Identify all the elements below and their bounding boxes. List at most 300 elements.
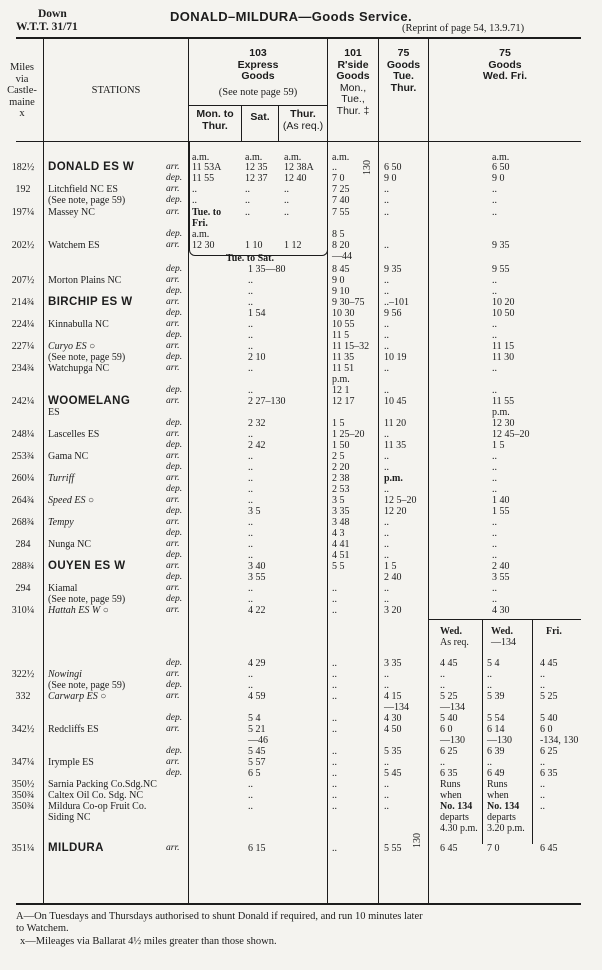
- cell-e: ..: [384, 550, 389, 561]
- cell-e: 9 56: [384, 308, 402, 319]
- cell-s: Kinnabulla NC: [48, 319, 109, 330]
- cell-a2: ..: [248, 495, 253, 506]
- cell-h3: ..: [540, 669, 545, 680]
- reprint-note: (Reprint of page 54, 13.9.71): [402, 23, 525, 34]
- cell-m: 242¼: [11, 396, 35, 407]
- cell-ad: arr.: [166, 561, 180, 571]
- cell-ad: arr.: [166, 539, 180, 549]
- cell-h3: 6 0: [540, 724, 553, 735]
- footnote-x: x—Mileages via Ballarat 4½ miles greater than those shown.: [20, 936, 277, 947]
- cell-h: 1 5: [492, 440, 505, 451]
- cell-g: —130: [487, 735, 512, 746]
- cell-a2: ..: [248, 341, 253, 352]
- cell-f: ..: [440, 669, 445, 680]
- cell-ad: arr.: [166, 341, 180, 351]
- table-row: [0, 680, 602, 691]
- cell-e: ..: [384, 790, 389, 801]
- cell-s: (See note, page 59): [48, 680, 126, 691]
- cell-m: 350¾: [11, 790, 35, 801]
- table-row: [0, 583, 602, 594]
- cell-dd: ..: [332, 779, 337, 790]
- cell-g: No. 134: [487, 801, 520, 812]
- cell-dd: ..: [332, 658, 337, 669]
- table-row: [0, 594, 602, 605]
- cell-f: 4.30 p.m.: [440, 823, 478, 834]
- cell-e: 11 20: [384, 418, 407, 429]
- table-row: [0, 713, 602, 724]
- cell-ad: dep.: [166, 658, 183, 668]
- cell-a2: ..: [248, 286, 253, 297]
- cell-h: ..: [492, 550, 497, 561]
- cell-e: 2 40: [384, 572, 402, 583]
- cell-c: 12 38A: [284, 162, 314, 173]
- cell-e: ..: [384, 207, 389, 218]
- table-row: [0, 251, 602, 262]
- cell-f: 6 25: [440, 746, 458, 757]
- cell-ad: arr.: [166, 162, 180, 172]
- table-row: [0, 605, 602, 616]
- table-row: [0, 495, 602, 506]
- cell-dd: ..: [332, 746, 337, 757]
- cell-f: —134: [440, 702, 465, 713]
- cell-dd: 10 30: [332, 308, 355, 319]
- cell-s: Sarnia Packing Co.Sdg.NC: [48, 779, 157, 790]
- cell-dd: 7 55: [332, 207, 350, 218]
- cell-f: when: [440, 790, 462, 801]
- table-row: [0, 451, 602, 462]
- cell-a2: ..: [248, 550, 253, 561]
- cell-c: ..: [284, 195, 289, 206]
- cell-s: Massey NC: [48, 207, 95, 218]
- cell-h: ..: [492, 451, 497, 462]
- cell-dd: a.m.: [332, 152, 350, 163]
- cell-a2: ..: [248, 462, 253, 473]
- cell-a2: ..: [248, 385, 253, 396]
- cell-a2: —46: [248, 735, 268, 746]
- cell-ad: dep.: [166, 418, 183, 428]
- table-row: [0, 691, 602, 702]
- cell-s: Mildura Co-op Fruit Co.: [48, 801, 147, 812]
- table-row: [0, 363, 602, 374]
- cell-ad: arr.: [166, 275, 180, 285]
- cell-a2: 2 42: [248, 440, 266, 451]
- cell-ad: dep.: [166, 308, 183, 318]
- cell-m: 347¼: [11, 757, 35, 768]
- cell-e: ..: [384, 275, 389, 286]
- cell-ad: arr.: [166, 757, 180, 767]
- cell-e: 4 50: [384, 724, 402, 735]
- crossing-note-130: 130: [412, 833, 423, 848]
- cell-dd: ..: [332, 801, 337, 812]
- cell-e: ..: [384, 341, 389, 352]
- table-row: [0, 229, 602, 240]
- cell-g: 6 14: [487, 724, 505, 735]
- table-row: [0, 275, 602, 286]
- cell-g: departs: [487, 812, 516, 823]
- table-row: [0, 561, 602, 572]
- cell-e: ..: [384, 240, 389, 251]
- cell-h: ..: [492, 286, 497, 297]
- cell-g: Runs: [487, 779, 508, 790]
- fri-header: Fri.: [546, 626, 562, 637]
- cell-h: ..: [492, 517, 497, 528]
- cell-h3: 6 25: [540, 746, 558, 757]
- cell-dd: 11 15–32: [332, 341, 370, 352]
- cell-f: 6 0: [440, 724, 453, 735]
- table-row: [0, 746, 602, 757]
- table-row: [0, 308, 602, 319]
- cell-dd: 1 5: [332, 418, 345, 429]
- cell-ad: arr.: [166, 724, 180, 734]
- cell-g: 6 49: [487, 768, 505, 779]
- split-rule: [429, 619, 581, 620]
- cell-m: 350½: [11, 779, 35, 790]
- cell-a2: ..: [248, 473, 253, 484]
- cell-e: 3 35: [384, 658, 402, 669]
- cell-ad: dep.: [166, 746, 183, 756]
- cell-e: ..: [384, 319, 389, 330]
- cell-f: 6 45: [440, 843, 458, 854]
- cell-h: ..: [492, 319, 497, 330]
- cell-g: 7 0: [487, 843, 500, 854]
- subcol-thur: Thur. (As req.): [282, 108, 324, 132]
- cell-s: Redcliffs ES: [48, 724, 99, 735]
- table-row: [0, 790, 602, 801]
- table-row: [0, 240, 602, 251]
- table-row: [0, 418, 602, 429]
- cell-h: ..: [492, 473, 497, 484]
- cell-f: —130: [440, 735, 465, 746]
- cell-e: —134: [384, 702, 409, 713]
- cell-e: ..: [384, 594, 389, 605]
- express-note: (See note page 59): [218, 87, 298, 98]
- cell-e: ..: [384, 484, 389, 495]
- cell-a: ..: [192, 184, 197, 195]
- cell-a: 12 30: [192, 240, 215, 251]
- header-wtt: W.T.T. 31/71: [16, 21, 78, 33]
- cell-h: ..: [492, 330, 497, 341]
- cell-dd: 8 5: [332, 229, 345, 240]
- cell-ad: dep.: [166, 506, 183, 516]
- cell-s: ES: [48, 407, 60, 418]
- cell-s: BIRCHIP ES W: [48, 296, 133, 308]
- cell-ad: arr.: [166, 451, 180, 461]
- cell-h: ..: [492, 195, 497, 206]
- cell-e: ..: [384, 528, 389, 539]
- table-row: [0, 374, 602, 385]
- cell-a2: 5 45: [248, 746, 266, 757]
- subcol-mon-thur: Mon. to Thur.: [196, 108, 234, 132]
- cell-dd: ..: [332, 583, 337, 594]
- cell-f: Runs: [440, 779, 461, 790]
- table-bottom-rule: [16, 903, 581, 905]
- cell-s: Watchupga NC: [48, 363, 110, 374]
- cell-dd: 7 40: [332, 195, 350, 206]
- table-row: [0, 162, 602, 173]
- cell-s: Gama NC: [48, 451, 89, 462]
- cell-e: 5 45: [384, 768, 402, 779]
- cell-dd: 7 25: [332, 184, 350, 195]
- cell-e: ..: [384, 462, 389, 473]
- table-row: [0, 429, 602, 440]
- cell-e: ..–101: [384, 297, 409, 308]
- cell-dd: ..: [332, 680, 337, 691]
- cell-a2: 1 35—80: [248, 264, 286, 275]
- cell-s: Lascelles ES: [48, 429, 100, 440]
- table-row: [0, 735, 602, 746]
- cell-ad: arr.: [166, 669, 180, 679]
- cell-c: 1 12: [284, 240, 302, 251]
- cell-a2: ..: [248, 790, 253, 801]
- cell-h: ..: [492, 462, 497, 473]
- cell-ad: dep.: [166, 264, 183, 274]
- goods75-tue-header: 75 Goods Tue. Thur.: [386, 47, 421, 94]
- footnote-a: A—On Tuesdays and Thursdays authorised to shunt Donald if required, and run 10 minutes later: [16, 911, 423, 922]
- table-row: [0, 539, 602, 550]
- cell-dd: —44: [332, 251, 352, 262]
- cell-e: ..: [384, 757, 389, 768]
- cell-a2: ..: [248, 528, 253, 539]
- cell-e: 6 50: [384, 162, 402, 173]
- cell-dd: 2 20: [332, 462, 350, 473]
- cell-ad: dep.: [166, 195, 183, 205]
- cell-dd: ..: [332, 768, 337, 779]
- cell-g: when: [487, 790, 509, 801]
- cell-m: 342½: [11, 724, 35, 735]
- cell-a2: ..: [248, 594, 253, 605]
- cell-e: 4 30: [384, 713, 402, 724]
- cell-e: ..: [384, 680, 389, 691]
- cell-ad: arr.: [166, 691, 180, 701]
- cell-dd: 1 50: [332, 440, 350, 451]
- cell-e: 9 35: [384, 264, 402, 275]
- cell-h: 4 30: [492, 605, 510, 616]
- cell-m: 197¼: [11, 207, 35, 218]
- cell-e: ..: [384, 517, 389, 528]
- table-row: [0, 473, 602, 484]
- table-row: [0, 724, 602, 735]
- table-row: [0, 341, 602, 352]
- cell-b: ..: [245, 207, 250, 218]
- cell-g: ..: [487, 669, 492, 680]
- cell-ad: arr.: [166, 843, 180, 853]
- wed-134-header: Wed. —134: [491, 626, 516, 648]
- cell-s: Tempy: [48, 517, 74, 528]
- cell-s: WOOMELANG: [48, 395, 131, 407]
- cell-dd: 11 5: [332, 330, 350, 341]
- cell-a: Tue. to: [192, 207, 222, 218]
- cell-dd: 3 48: [332, 517, 350, 528]
- cell-m: 253¾: [11, 451, 35, 462]
- table-row: [0, 440, 602, 451]
- table-row: [0, 352, 602, 363]
- cell-e: ..: [384, 330, 389, 341]
- cell-h: ..: [492, 184, 497, 195]
- top-rule: [16, 37, 581, 39]
- cell-m: 264¾: [11, 495, 35, 506]
- cell-a2: ..: [248, 539, 253, 550]
- cell-dd: 2 5: [332, 451, 345, 462]
- cell-e: ..: [384, 385, 389, 396]
- tue-sat-label: Tue. to Sat.: [226, 253, 274, 264]
- cell-ad: dep.: [166, 352, 183, 362]
- cell-a2: 2 27–130: [248, 396, 286, 407]
- cell-h: ..: [492, 385, 497, 396]
- cell-h: 1 40: [492, 495, 510, 506]
- cell-m: 268¾: [11, 517, 35, 528]
- table-row: [0, 407, 602, 418]
- header-direction-block: [16, 8, 78, 34]
- cell-e: 11 35: [384, 440, 407, 451]
- cell-m: 202½: [11, 240, 35, 251]
- cell-h3: ..: [540, 801, 545, 812]
- cell-ad: dep.: [166, 713, 183, 723]
- table-row: [0, 319, 602, 330]
- table-row: [0, 297, 602, 308]
- cell-m: 182½: [11, 162, 35, 173]
- cell-a2: ..: [248, 484, 253, 495]
- cell-a2: ..: [248, 583, 253, 594]
- cell-h3: 6 35: [540, 768, 558, 779]
- cell-ad: arr.: [166, 240, 180, 250]
- cell-m: 322½: [11, 669, 35, 680]
- cell-e: ..: [384, 539, 389, 550]
- cell-f: ..: [440, 680, 445, 691]
- cell-ad: dep.: [166, 594, 183, 604]
- table-row: [0, 757, 602, 768]
- cell-s: (See note, page 59): [48, 195, 126, 206]
- cell-f: 5 40: [440, 713, 458, 724]
- cell-g: 5 4: [487, 658, 500, 669]
- cell-dd: 1 25–20: [332, 429, 365, 440]
- cell-s: MILDURA: [48, 842, 104, 854]
- cell-c: a.m.: [284, 152, 302, 163]
- cell-a2: ..: [248, 319, 253, 330]
- cell-a2: ..: [248, 429, 253, 440]
- cell-h: ..: [492, 363, 497, 374]
- cell-e: ..: [384, 286, 389, 297]
- cell-a2: ..: [248, 669, 253, 680]
- cell-s: Watchem ES: [48, 240, 100, 251]
- cell-a2: 2 10: [248, 352, 266, 363]
- table-row: [0, 528, 602, 539]
- cell-dd: 4 41: [332, 539, 350, 550]
- cell-s: Nowingi: [48, 669, 82, 680]
- cell-h3: -134, 130: [540, 735, 579, 746]
- table-row: [0, 195, 602, 206]
- cell-b: 1 10: [245, 240, 263, 251]
- cell-h: 11 55: [492, 396, 515, 407]
- cell-g: 5 54: [487, 713, 505, 724]
- cell-a2: 5 4: [248, 713, 261, 724]
- cell-ad: arr.: [166, 363, 180, 373]
- cell-b: ..: [245, 184, 250, 195]
- cell-dd: 10 55: [332, 319, 355, 330]
- cell-a2: ..: [248, 680, 253, 691]
- cell-h: 2 40: [492, 561, 510, 572]
- cell-e: p.m.: [384, 473, 403, 484]
- cell-a2: ..: [248, 275, 253, 286]
- subhead-rule: [189, 105, 327, 106]
- miles-header: Miles via Castle- maine x: [7, 62, 37, 119]
- roadside-header: 101 R'side Goods Mon., Tue., Thur. ‡: [336, 47, 370, 117]
- cell-c: 12 40: [284, 173, 307, 184]
- cell-h: a.m.: [492, 152, 510, 163]
- cell-e: ..: [384, 195, 389, 206]
- cell-f: No. 134: [440, 801, 473, 812]
- cell-a2: 2 32: [248, 418, 266, 429]
- cell-dd: 11 35: [332, 352, 355, 363]
- cell-h3: ..: [540, 757, 545, 768]
- cell-e: 12 5–20: [384, 495, 417, 506]
- cell-e: ..: [384, 429, 389, 440]
- cell-h3: ..: [540, 779, 545, 790]
- cell-s: Hattah ES W ○: [48, 605, 109, 616]
- subcol-sat: Sat.: [250, 111, 270, 123]
- cell-h: 3 55: [492, 572, 510, 583]
- cell-m: 351¼: [11, 843, 35, 854]
- cell-s: Carwarp ES ○: [48, 691, 107, 702]
- cell-dd: 9 10: [332, 286, 350, 297]
- table-row: [0, 658, 602, 669]
- cell-a2: ..: [248, 517, 253, 528]
- cell-dd: ..: [332, 669, 337, 680]
- cell-m: 350¾: [11, 801, 35, 812]
- cell-dd: 12 1: [332, 385, 350, 396]
- cell-e: ..: [384, 451, 389, 462]
- cell-f: ..: [440, 757, 445, 768]
- cell-s: OUYEN ES W: [48, 560, 126, 572]
- cell-a2: ..: [248, 451, 253, 462]
- cell-ad: dep.: [166, 550, 183, 560]
- cell-ad: dep.: [166, 229, 183, 239]
- cell-e: 10 45: [384, 396, 407, 407]
- cell-dd: 2 53: [332, 484, 350, 495]
- cell-e: 4 15: [384, 691, 402, 702]
- cell-dd: 7 0: [332, 173, 345, 184]
- cell-a2: 6 5: [248, 768, 261, 779]
- wed-asreq-header: Wed. As req.: [440, 626, 469, 648]
- cell-h: ..: [492, 207, 497, 218]
- cell-dd: 12 17: [332, 396, 355, 407]
- cell-a2: ..: [248, 297, 253, 308]
- cell-ad: arr.: [166, 583, 180, 593]
- cell-ad: dep.: [166, 440, 183, 450]
- cell-ad: arr.: [166, 319, 180, 329]
- cell-b: 12 37: [245, 173, 268, 184]
- cell-h: 11 30: [492, 352, 515, 363]
- cell-e: ..: [384, 801, 389, 812]
- cell-h3: ..: [540, 790, 545, 801]
- cell-h: 6 50: [492, 162, 510, 173]
- cell-ad: dep.: [166, 484, 183, 494]
- cell-ad: dep.: [166, 572, 183, 582]
- table-row: [0, 669, 602, 680]
- cell-h3: 5 40: [540, 713, 558, 724]
- cell-m: 234¾: [11, 363, 35, 374]
- cell-a: a.m.: [192, 152, 210, 163]
- cell-e: 1 5: [384, 561, 397, 572]
- cell-m: 192: [15, 184, 31, 195]
- cell-h3: 4 45: [540, 658, 558, 669]
- cell-f: 6 35: [440, 768, 458, 779]
- cell-dd: 5 5: [332, 561, 345, 572]
- cell-e: 5 35: [384, 746, 402, 757]
- cell-dd: ..: [332, 162, 337, 173]
- footnote-a-cont: to Watchem.: [16, 923, 69, 934]
- cell-e: ..: [384, 184, 389, 195]
- cell-h3: 5 25: [540, 691, 558, 702]
